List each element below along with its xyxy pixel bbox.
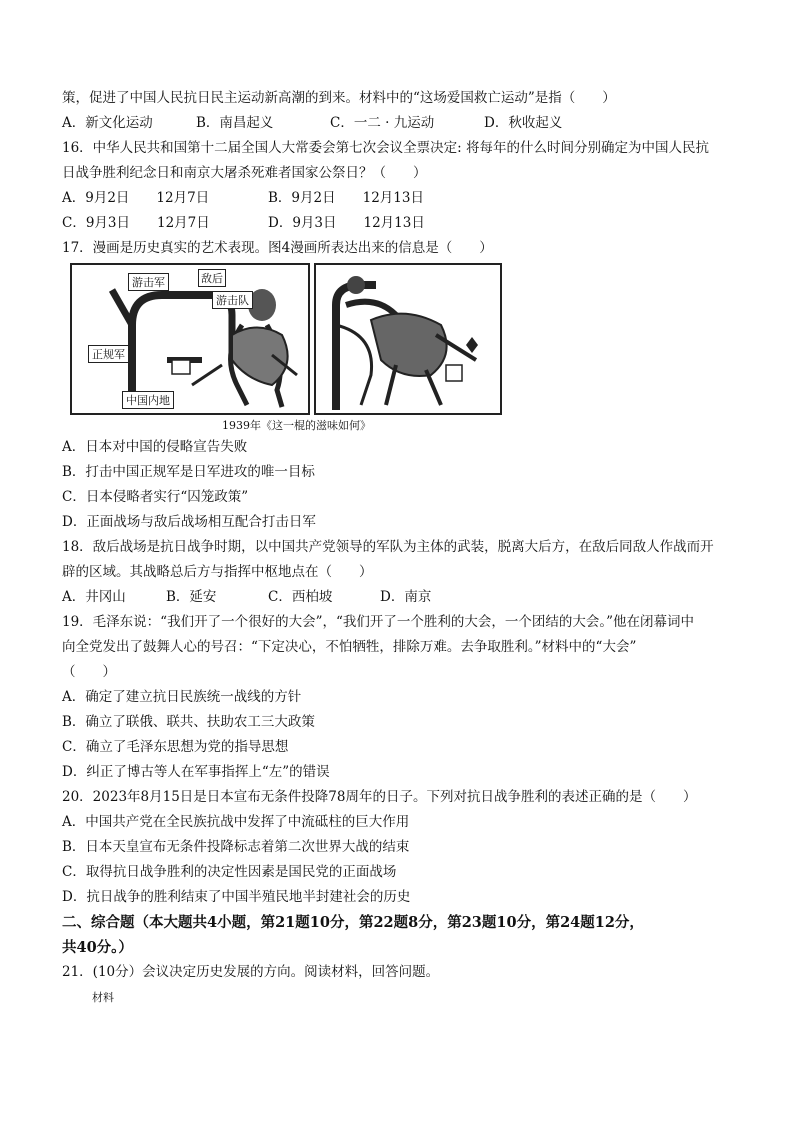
label-enemy-rear: 敌后 xyxy=(198,269,226,287)
cartoon-right-drawing xyxy=(316,265,500,413)
q18-stem-line1: 18．敌后战场是抗日战争时期，以中国共产党领导的军队为主体的武装，脱离大后方，在敌后同敌人作战而开 xyxy=(62,539,714,555)
q19-stem-line1: 19．毛泽东说：“我们开了一个很好的大会”，“我们开了一个胜利的大会，一个团结的大会。”他在闭幕词中 xyxy=(62,614,695,630)
cartoon-panel-right xyxy=(314,263,502,415)
label-regular-army: 正规军 xyxy=(88,345,129,363)
q20-option-d[interactable]: D．抗日战争的胜利结束了中国半殖民地半封建社会的历史 xyxy=(62,889,411,905)
q20-option-c[interactable]: C．取得抗日战争胜利的决定性因素是国民党的正面战场 xyxy=(62,864,397,880)
q15-options xyxy=(62,111,742,136)
q21-material-label: 材料 xyxy=(92,991,114,1004)
q18-options xyxy=(62,585,742,610)
q18-option-a[interactable]: A．井冈山 xyxy=(62,589,126,605)
q16-stem-line2: 日战争胜利纪念日和南京大屠杀死难者国家公祭日？（ ） xyxy=(62,165,427,181)
q19-option-b[interactable]: B．确立了联俄、联共、扶助农工三大政策 xyxy=(62,714,315,730)
q15-option-c[interactable]: C．一二 · 九运动 xyxy=(330,115,435,131)
section-2-heading-line1: 二、综合题（本大题共4小题，第21题10分，第22题8分，第23题10分，第24题12分， xyxy=(62,914,644,931)
cartoon-caption: 1939年《这一棍的滋味如何》 xyxy=(222,419,371,432)
q16-option-a[interactable]: A．9月2日 12月7日 xyxy=(62,190,210,206)
cartoon-panel-left xyxy=(70,263,310,415)
q17-option-d[interactable]: D．正面战场与敌后战场相互配合打击日军 xyxy=(62,514,316,530)
section-2-heading-line2: 共40分。） xyxy=(62,939,133,956)
q16-options-row1 xyxy=(62,186,742,211)
q15-option-a[interactable]: A．新文化运动 xyxy=(62,115,153,131)
q16-stem-line1: 16．中华人民共和国第十二届全国人大常委会第七次会议全票决定: 将每年的什么时间分别确定为中国人民抗 xyxy=(62,140,710,156)
q18-option-b[interactable]: B．延安 xyxy=(166,589,217,605)
q16-option-d[interactable]: D．9月3日 12月13日 xyxy=(268,215,425,231)
q20-option-b[interactable]: B．日本天皇宣布无条件投降标志着第二次世界大战的结束 xyxy=(62,839,410,855)
q16-option-b[interactable]: B．9月2日 12月13日 xyxy=(268,190,424,206)
q18-option-d[interactable]: D．南京 xyxy=(380,589,432,605)
q17-cartoon-figure xyxy=(62,263,742,435)
q19-option-d[interactable]: D．纠正了博古等人在军事指挥上“左”的错误 xyxy=(62,764,330,780)
exam-page xyxy=(62,86,742,1010)
q20-option-a[interactable]: A．中国共产党在全民族抗战中发挥了中流砥柱的巨大作用 xyxy=(62,814,410,830)
q16-options-row2 xyxy=(62,211,742,236)
q15-option-d[interactable]: D．秋收起义 xyxy=(484,115,563,131)
q17-stem: 17．漫画是历史真实的艺术表现。图4漫画所表达出来的信息是（ ） xyxy=(62,240,493,256)
q19-stem-line2: 向全党发出了鼓舞人心的号召：“下定决心，不怕牺牲，排除万难。去争取胜利。”材料中的“大会” xyxy=(62,639,637,655)
q17-option-b[interactable]: B．打击中国正规军是日军进攻的唯一目标 xyxy=(62,464,315,480)
q19-stem-line3: （ ） xyxy=(62,664,116,680)
q16-option-c[interactable]: C．9月3日 12月7日 xyxy=(62,215,210,231)
cartoon-left-drawing xyxy=(72,265,308,413)
label-china-inland: 中国内地 xyxy=(122,391,174,409)
q19-option-c[interactable]: C．确立了毛泽东思想为党的指导思想 xyxy=(62,739,289,755)
q21-stem: 21．(10分）会议决定历史发展的方向。阅读材料，回答问题。 xyxy=(62,964,440,980)
q19-option-a[interactable]: A．确定了建立抗日民族统一战线的方针 xyxy=(62,689,302,705)
q15-stem-tail: 策，促进了中国人民抗日民主运动新高潮的到来。材料中的“这场爱国救亡运动”是指（ ） xyxy=(62,90,616,106)
q20-stem: 20．2023年8月15日是日本宣布无条件投降78周年的日子。下列对抗日战争胜利的表述正确的是（ ） xyxy=(62,789,697,805)
q17-option-c[interactable]: C．日本侵略者实行“囚笼政策” xyxy=(62,489,249,505)
label-guerrilla-team: 游击队 xyxy=(212,291,253,309)
q15-option-b[interactable]: B．南昌起义 xyxy=(196,115,274,131)
q18-option-c[interactable]: C．西柏坡 xyxy=(268,589,333,605)
q18-stem-line2: 辟的区域。其战略总后方与指挥中枢地点在（ ） xyxy=(62,564,373,580)
q17-option-a[interactable]: A．日本对中国的侵略宣告失败 xyxy=(62,439,248,455)
label-guerrilla-army: 游击军 xyxy=(128,273,169,291)
